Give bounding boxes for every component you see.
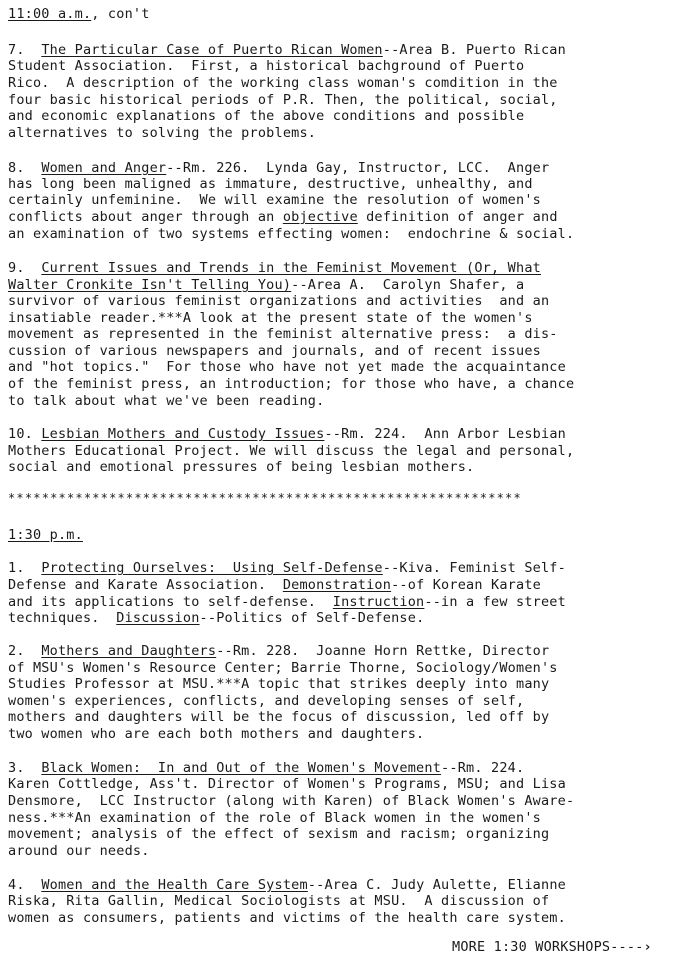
workshop-10-line-3: social and emotional pressures of being lesbian mothers.	[8, 459, 475, 475]
session-4-line-1	[8, 877, 692, 894]
text-segment: --of Korean Karate	[391, 577, 541, 593]
text-segment: Defense and Karate Association.	[8, 577, 283, 593]
underlined-word: Discussion	[116, 610, 200, 626]
workshop-8-line-5: an examination of two systems effecting women: endochrine & social.	[8, 226, 575, 242]
text-segment: definition of anger and	[357, 209, 558, 225]
workshop-number: 9.	[8, 260, 42, 276]
workshop-8-line-3: certainly unfeminine. We will examine the resolution of women's	[8, 192, 541, 208]
workshop-8-title: Women and Anger	[41, 160, 167, 176]
workshop-10-title: Lesbian Mothers and Custody Issues	[41, 426, 325, 442]
section-header-130	[8, 527, 692, 544]
text-segment: and its applications to self-defense.	[8, 594, 333, 610]
session-2-line-5: mothers and daughters will be the focus of discussion, led off by	[8, 709, 550, 725]
workshop-number: 7.	[8, 42, 42, 58]
text-segment: conflicts about anger through an	[8, 209, 283, 225]
session-2-line-1	[8, 643, 692, 660]
session-2-title: Mothers and Daughters	[41, 643, 217, 659]
workshop-9-line-7: and "hot topics." For those who have not yet made the acquaintance	[8, 359, 566, 375]
session-4-line-3: women as consumers, patients and victims of the health care system.	[8, 910, 566, 926]
workshop-7-line-5: and economic explanations of the above conditions and possible	[8, 108, 525, 124]
session-3-line-6: around our needs.	[8, 843, 150, 859]
text-segment: techniques.	[8, 610, 117, 626]
session-3-line-2: Karen Cottledge, Ass't. Director of Women's Programs, MSU; and Lisa	[8, 776, 566, 792]
session-3-line-3: Densmore, LCC Instructor (along with Karen) of Black Women's Aware-	[8, 793, 575, 809]
workshop-7-title: The Particular Case of Puerto Rican Women	[41, 42, 383, 58]
section-time: 1:30 p.m.	[8, 527, 83, 543]
session-1-title: Protecting Ourselves: Using Self-Defense	[41, 560, 383, 576]
workshop-9-line-4: insatiable reader.***A look at the present state of the women's	[8, 310, 533, 326]
workshop-7-line-1	[8, 42, 692, 59]
workshop-9-line-8: of the feminist press, an introduction; for those who have, a chance	[8, 376, 575, 392]
underlined-word: Instruction	[332, 594, 425, 610]
workshop-8-line-1	[8, 160, 692, 177]
workshop-9-line-5: movement as represented in the feminist alternative press: a dis-	[8, 326, 558, 342]
session-2-line-6: two women who are each both mothers and daughters.	[8, 726, 425, 742]
workshop-8-line-4	[8, 209, 692, 226]
workshop-9-title-a: Current Issues and Trends in the Feminist Movement (Or, What	[41, 260, 541, 276]
more-workshops-footer	[452, 939, 692, 956]
workshop-number: 10.	[8, 426, 42, 442]
header-time: 11:00 a.m.	[8, 6, 92, 22]
underlined-word: objective	[282, 209, 358, 225]
session-4-location: --Area C. Judy Aulette, Elianne	[307, 877, 566, 893]
session-3-line-5: movement; analysis of the effect of sexism and racism; organizing	[8, 826, 550, 842]
workshop-9-line-3: survivor of various feminist organizations and activities and an	[8, 293, 550, 309]
session-4-line-2: Riska, Rita Gallin, Medical Sociologists at MSU. A discussion of	[8, 893, 550, 909]
session-3-line-4: ness.***An examination of the role of Black women in the women's	[8, 810, 541, 826]
session-1-line-2	[8, 577, 692, 594]
workshop-number: 1.	[8, 560, 42, 576]
session-1-location: --Kiva. Feminist Self-	[382, 560, 566, 576]
footer-text: MORE 1:30 WORKSHOPS----	[452, 939, 644, 955]
session-3-title: Black Women: In and Out of the Women's Movement	[41, 760, 442, 776]
session-1-line-3	[8, 594, 692, 611]
workshop-9-line-1	[8, 260, 692, 277]
workshop-9-line-2	[8, 277, 692, 294]
asterisk-divider: *************************************************************	[8, 491, 522, 505]
session-4-title: Women and the Health Care System	[41, 877, 308, 893]
text-segment: --in a few street	[424, 594, 566, 610]
workshop-7-line-2: Student Association. First, a historical bachground of Puerto	[8, 58, 525, 74]
workshop-7-line-3: Rico. A description of the working class woman's comdition in the	[8, 75, 558, 91]
session-3-location: --Rm. 224.	[441, 760, 525, 776]
workshop-9-line-9: to talk about what we've been reading.	[8, 393, 325, 409]
workshop-9-title-b: Walter Cronkite Isn't Telling You)	[8, 277, 292, 293]
workshop-8-line-2: has long been maligned as immature, destructive, unhealthy, and	[8, 176, 533, 192]
workshop-number: 2.	[8, 643, 42, 659]
session-2-line-2: of MSU's Women's Resource Center; Barrie Thorne, Sociology/Women's	[8, 660, 558, 676]
session-1-line-4	[8, 610, 692, 627]
underlined-word: Demonstration	[282, 577, 392, 593]
session-2-line-3: Studies Professor at MSU.***A topic that strikes deeply into many	[8, 676, 550, 692]
section-header-1100	[8, 6, 692, 23]
text-segment: --Politics of Self-Defense.	[199, 610, 425, 626]
workshop-10-line-1	[8, 426, 692, 443]
workshop-number: 3.	[8, 760, 42, 776]
session-1-line-1	[8, 560, 692, 577]
workshop-8-location: --Rm. 226. Lynda Gay, Instructor, LCC. Anger	[166, 160, 550, 176]
workshop-10-location: --Rm. 224. Ann Arbor Lesbian	[324, 426, 566, 442]
session-3-line-1	[8, 760, 692, 777]
workshop-number: 8.	[8, 160, 42, 176]
workshop-7-location: --Area B. Puerto Rican	[382, 42, 566, 58]
workshop-10-line-2: Mothers Educational Project. We will discuss the legal and personal,	[8, 443, 575, 459]
workshop-number: 4.	[8, 877, 42, 893]
session-2-location: --Rm. 228. Joanne Horn Rettke, Director	[216, 643, 550, 659]
session-2-line-4: women's experiences, conflicts, and developing senses of self,	[8, 693, 525, 709]
workshop-9-location: --Area A. Carolyn Shafer, a	[291, 277, 525, 293]
workshop-7-line-6: alternatives to solving the problems.	[8, 125, 317, 141]
workshop-9-line-6: cussion of various newspapers and journals, and of recent issues	[8, 343, 541, 359]
arrow-right-icon: ›	[643, 939, 652, 955]
header-suffix: , con't	[91, 6, 150, 22]
workshop-7-line-4: four basic historical periods of P.R. Then, the political, social,	[8, 92, 558, 108]
